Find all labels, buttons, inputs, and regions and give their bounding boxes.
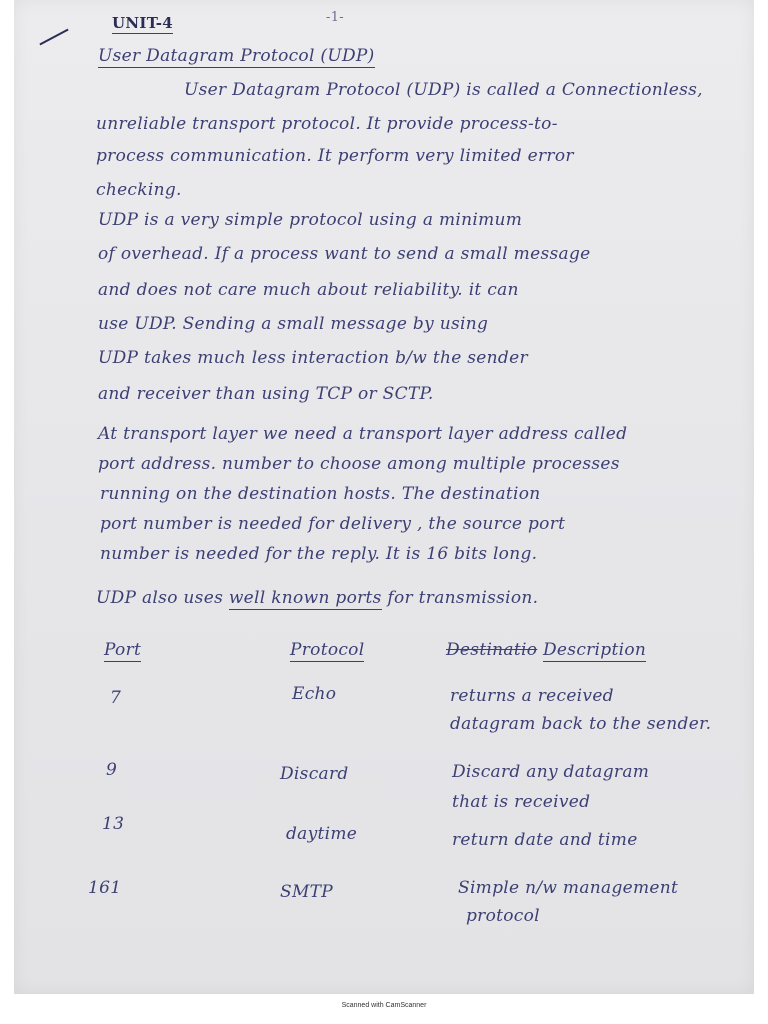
row-2-port: 9 bbox=[106, 760, 118, 780]
row-2-protocol: Discard bbox=[280, 764, 349, 784]
p2-line-4: use UDP. Sending a small message by using bbox=[98, 314, 489, 334]
p2-line-6: and receiver than using TCP or SCTP. bbox=[98, 384, 434, 404]
row-3-description-line-1: return date and time bbox=[452, 830, 638, 850]
p4-line bbox=[96, 588, 538, 608]
row-4-description-line-2: protocol bbox=[466, 906, 540, 926]
well-known-ports-underlined: well known ports bbox=[228, 588, 382, 608]
row-1-port: 7 bbox=[110, 688, 122, 708]
row-4-port: 161 bbox=[88, 878, 122, 898]
struck-out-word: Destinatio bbox=[446, 640, 538, 660]
header-port: Port bbox=[104, 640, 142, 660]
page-number: -1- bbox=[326, 10, 344, 25]
header-protocol: Protocol bbox=[290, 640, 365, 660]
row-2-description-line-1: Discard any datagram bbox=[452, 762, 650, 782]
row-4-protocol: SMTP bbox=[280, 882, 334, 902]
row-1-description-line-2: datagram back to the sender. bbox=[450, 714, 712, 734]
p1-line-4: checking. bbox=[96, 180, 182, 200]
p4-before: UDP also uses bbox=[96, 588, 224, 608]
p3-line-2: port address. number to choose among multiple processes bbox=[98, 454, 620, 474]
header-description: Description bbox=[543, 640, 647, 660]
row-1-protocol: Echo bbox=[292, 684, 337, 704]
p4-after: for transmission. bbox=[387, 588, 539, 608]
p2-line-1: UDP is a very simple protocol using a minimum bbox=[98, 210, 523, 230]
p3-line-1: At transport layer we need a transport layer address called bbox=[98, 424, 628, 444]
scanner-watermark: Scanned with CamScanner bbox=[341, 1002, 427, 1009]
row-3-port: 13 bbox=[102, 814, 125, 834]
p1-line-1: User Datagram Protocol (UDP) is called a Connectionless, bbox=[184, 80, 703, 100]
p3-line-4: port number is needed for delivery , the source port bbox=[100, 514, 566, 534]
row-1-description-line-1: returns a received bbox=[450, 686, 614, 706]
row-3-protocol: daytime bbox=[286, 824, 358, 844]
unit-heading: UNIT-4 bbox=[112, 14, 173, 32]
header-description-cell bbox=[446, 640, 646, 660]
page-title: User Datagram Protocol (UDP) bbox=[98, 46, 375, 66]
row-4-description-line-1: Simple n/w management bbox=[458, 878, 679, 898]
p3-line-3: running on the destination hosts. The destination bbox=[100, 484, 541, 504]
row-2-description-line-2: that is received bbox=[452, 792, 591, 812]
p2-line-5: UDP takes much less interaction b/w the sender bbox=[98, 348, 528, 368]
p2-line-3: and does not care much about reliability. it can bbox=[98, 280, 519, 300]
p1-line-2: unreliable transport protocol. It provide process-to- bbox=[96, 114, 558, 134]
p1-line-3: process communication. It perform very limited error bbox=[96, 146, 574, 166]
p2-line-2: of overhead. If a process want to send a small message bbox=[98, 244, 591, 264]
p3-line-5: number is needed for the reply. It is 16 bits long. bbox=[100, 544, 538, 564]
